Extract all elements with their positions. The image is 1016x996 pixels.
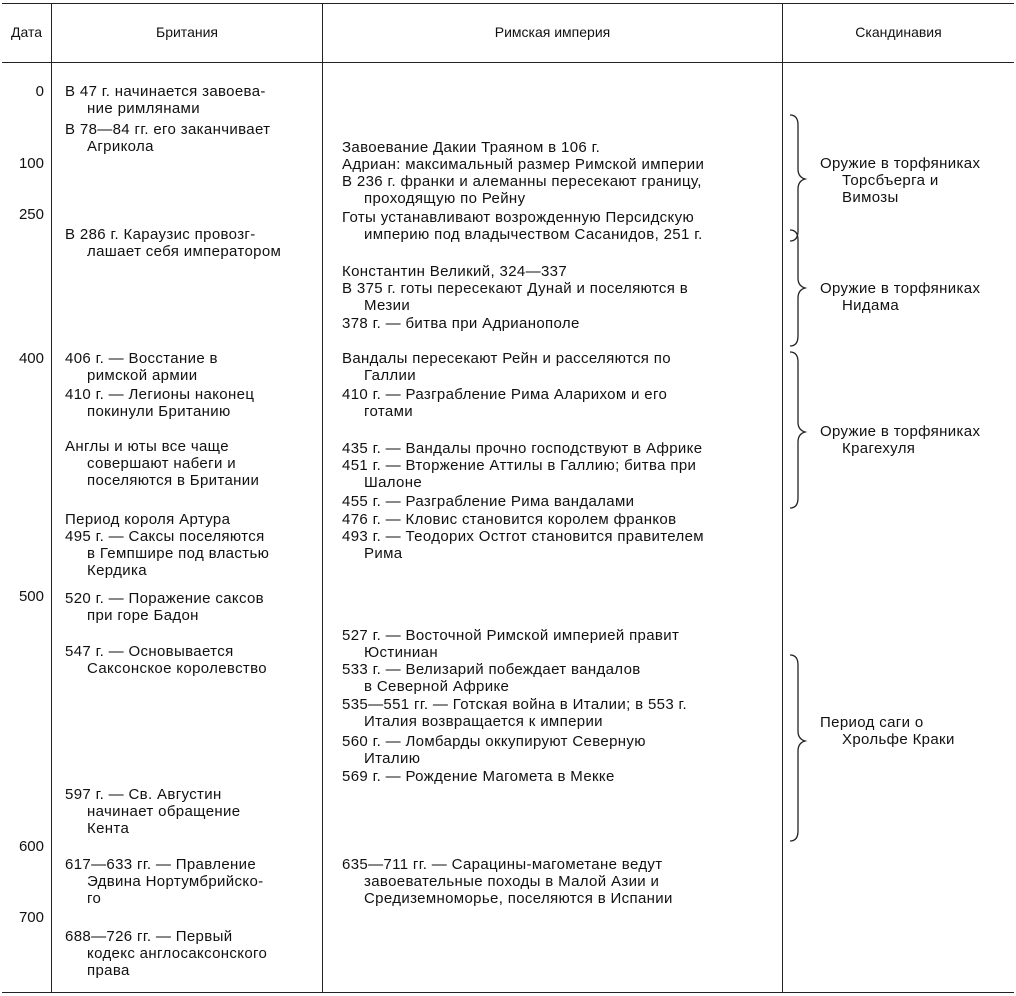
rome-entry: В 375 г. готы пересекают Дунай и поселяются в Мезии <box>342 280 689 314</box>
column-divider <box>782 3 783 992</box>
rome-entry: 535—551 гг. — Готская война в Италии; в 553 г. Италия возвращается к империи <box>342 696 688 730</box>
britain-entry: 495 г. — Саксы поселяются в Гемпшире под властью Кердика <box>65 528 270 579</box>
header-scandinavia: Скандинавия <box>855 24 942 40</box>
column-divider <box>51 3 52 992</box>
header-bottom-rule <box>2 62 1014 63</box>
britain-entry: Период короля Артура <box>65 511 231 528</box>
table-top-rule <box>2 3 1014 4</box>
rome-entry: 435 г. — Вандалы прочно господствуют в Африке <box>342 440 703 457</box>
britain-entry: 406 г. — Восстание в римской армии <box>65 350 218 384</box>
britain-entry: 617—633 гг. — Правление Эдвина Нортумбрийско- го <box>65 856 264 907</box>
britain-entry: В 47 г. начинается завоева- ние римлянами <box>65 83 266 117</box>
rome-entry: 455 г. — Разграбление Рима вандалами <box>342 493 635 510</box>
rome-entry: 527 г. — Восточной Римской империей правит Юстиниан <box>342 627 680 661</box>
rome-entry: Константин Великий, 324—337 <box>342 263 568 280</box>
brace-bracket <box>788 653 808 843</box>
britain-entry: 410 г. — Легионы наконец покинули Британию <box>65 386 255 420</box>
brace-bracket <box>788 350 808 510</box>
rome-entry: Адриан: максимальный размер Римской империи <box>342 156 705 173</box>
britain-entry: 520 г. — Поражение саксов при горе Бадон <box>65 590 264 624</box>
rome-entry: 569 г. — Рождение Магомета в Мекке <box>342 768 615 785</box>
rome-entry: В 236 г. франки и алеманны пересекают границу, проходящую по Рейну <box>342 173 702 207</box>
rome-entry: 410 г. — Разграбление Рима Аларихом и его готами <box>342 386 668 420</box>
britain-entry: Англы и юты все чаще совершают набеги и поселяются в Британии <box>65 438 260 489</box>
rome-entry: 476 г. — Кловис становится королем франков <box>342 511 677 528</box>
britain-entry: 688—726 гг. — Первый кодекс англосаксонского права <box>65 928 268 979</box>
rome-entry: Вандалы пересекают Рейн и расселяются по Галлии <box>342 350 671 384</box>
scandinavia-entry: Оружие в торфяниках Торсбъерга и Вимозы <box>820 155 981 206</box>
date-marker: 500 <box>18 588 44 605</box>
date-marker: 400 <box>18 350 44 367</box>
rome-entry: 560 г. — Ломбарды оккупируют Северную Италию <box>342 733 646 767</box>
scandinavia-entry: Оружие в торфяниках Крагехуля <box>820 423 981 457</box>
rome-entry: Завоевание Дакии Траяном в 106 г. <box>342 139 601 156</box>
britain-entry: 597 г. — Св. Августин начинает обращение Кента <box>65 786 241 837</box>
rome-entry: 635—711 гг. — Сарацины-магометане ведут завоевательные походы в Малой Азии и Средиземноморье, поселяются в Испании <box>342 856 673 907</box>
rome-entry: 493 г. — Теодорих Остгот становится правителем Рима <box>342 528 704 562</box>
date-marker: 250 <box>18 206 44 223</box>
header-date: Дата <box>10 24 42 40</box>
header-rome: Римская империя <box>494 24 611 40</box>
rome-entry: Готы устанавливают возрожденную Персидскую империю под владычеством Сасанидов, 251 г. <box>342 209 703 243</box>
scandinavia-entry: Период саги о Хрольфе Краки <box>820 714 955 748</box>
rome-entry: 533 г. — Велизарий побеждает вандалов в Северной Африке <box>342 661 641 695</box>
brace-bracket <box>788 113 808 243</box>
brace-bracket <box>788 228 808 348</box>
scandinavia-entry: Оружие в торфяниках Нидама <box>820 280 981 314</box>
britain-entry: В 286 г. Караузис провозг- лашает себя императором <box>65 226 282 260</box>
table-bottom-rule <box>2 992 1014 993</box>
rome-entry: 451 г. — Вторжение Аттилы в Галлию; битва при Шалоне <box>342 457 697 491</box>
header-britain: Британия <box>156 24 218 40</box>
date-marker: 100 <box>18 155 44 172</box>
date-marker: 600 <box>18 838 44 855</box>
rome-entry: 378 г. — битва при Адрианополе <box>342 315 580 332</box>
date-marker: 0 <box>35 83 44 100</box>
column-divider <box>322 3 323 992</box>
date-marker: 700 <box>18 909 44 926</box>
britain-entry: 547 г. — Основывается Саксонское королевство <box>65 643 267 677</box>
britain-entry: В 78—84 гг. его заканчивает Агрикола <box>65 121 271 155</box>
